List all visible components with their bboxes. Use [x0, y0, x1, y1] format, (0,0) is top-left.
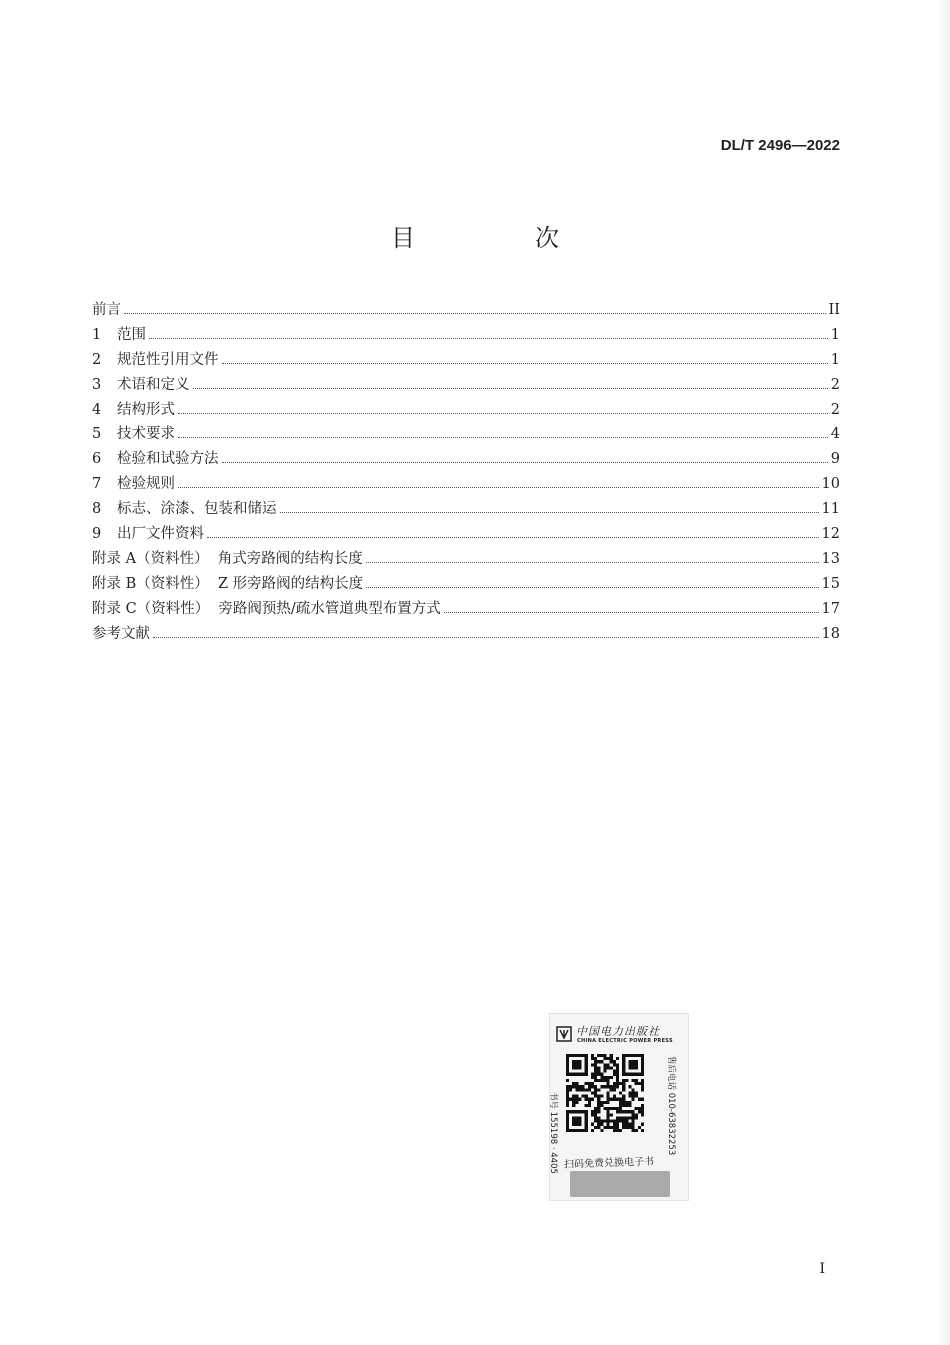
- toc-entry[interactable]: [92, 398, 840, 423]
- page-number: I: [819, 1261, 825, 1277]
- toc-entry-label: 技术要求: [117, 426, 175, 443]
- toc-leader-dots: [222, 363, 828, 364]
- toc-entry-label: 范围: [117, 326, 146, 343]
- toc-entry[interactable]: [92, 447, 840, 472]
- page-edge-shadow: [936, 0, 950, 1345]
- toc-entry-number: 2: [92, 351, 102, 368]
- toc-leader-dots: [149, 338, 828, 339]
- toc-entry-label: 检验规则: [117, 476, 175, 493]
- toc-entry-number: 6: [92, 451, 102, 468]
- toc-entry[interactable]: [92, 622, 840, 647]
- toc-entry-label: 结构形式: [117, 401, 175, 418]
- toc-entry[interactable]: [92, 422, 840, 447]
- toc-entry-page: 1: [830, 351, 840, 368]
- toc-entry-number: 9: [92, 526, 102, 543]
- scratch-off-area[interactable]: [570, 1171, 670, 1197]
- toc-entry-page: 13: [821, 550, 840, 567]
- book-number: 书号 155198 · 4405: [548, 1092, 558, 1174]
- toc-entry[interactable]: [92, 547, 840, 572]
- toc-entry-page: 4: [830, 426, 840, 443]
- toc-entry-number: 5: [92, 426, 102, 443]
- service-phone: 售后电话 010-63832253: [666, 1056, 676, 1156]
- toc-entry-number: 3: [92, 376, 102, 393]
- toc-entry-page: 12: [821, 526, 840, 543]
- toc-entry[interactable]: [92, 597, 840, 622]
- toc-entry[interactable]: [92, 323, 840, 348]
- toc-leader-dots: [222, 462, 828, 463]
- toc-entry-label: 附录 B（资料性） Z 形旁路阀的结构长度: [92, 575, 364, 592]
- toc-entry-number: 1: [92, 326, 102, 343]
- toc-entry-label: 附录 A（资料性） 角式旁路阀的结构长度: [92, 550, 363, 567]
- toc-leader-dots: [124, 313, 826, 314]
- toc-leader-dots: [366, 587, 818, 588]
- toc-entry-page: 1: [830, 326, 840, 343]
- toc-leader-dots: [153, 637, 819, 638]
- toc-entry-page: 11: [821, 501, 840, 518]
- toc-entry-number: 7: [92, 476, 102, 493]
- toc-entry-page: II: [828, 302, 840, 318]
- toc-entry-label: 规范性引用文件: [117, 351, 219, 368]
- toc-entry-label: 参考文献: [92, 625, 150, 642]
- toc-leader-dots: [280, 512, 819, 513]
- toc-entry-label: 标志、涂漆、包装和储运: [117, 501, 277, 518]
- toc-entry[interactable]: [92, 522, 840, 547]
- standard-number: DL/T 2496—2022: [720, 137, 840, 154]
- qr-code-icon[interactable]: [566, 1054, 644, 1132]
- toc-leader-dots: [444, 612, 819, 613]
- table-of-contents: [92, 298, 840, 646]
- toc-entry-page: 10: [821, 476, 840, 493]
- toc-entry[interactable]: [92, 298, 840, 323]
- toc-entry-page: 2: [830, 401, 840, 418]
- toc-entry-number: 8: [92, 501, 102, 518]
- toc-entry[interactable]: [92, 572, 840, 597]
- toc-entry-label: 检验和试验方法: [117, 451, 219, 468]
- toc-leader-dots: [178, 487, 819, 488]
- toc-entry-page: 9: [830, 451, 840, 468]
- publisher-logo-icon: [556, 1026, 572, 1042]
- qr-code-card: [549, 1013, 689, 1201]
- publisher-name: 中国电力出版社: [576, 1025, 660, 1038]
- toc-entry[interactable]: [92, 373, 840, 398]
- toc-entry-page: 2: [830, 376, 840, 393]
- toc-leader-dots: [207, 537, 819, 538]
- toc-entry[interactable]: [92, 472, 840, 497]
- toc-leader-dots: [193, 388, 828, 389]
- toc-entry-label: 出厂文件资料: [117, 526, 204, 543]
- publisher-name-english: CHINA ELECTRIC POWER PRESS: [577, 1038, 673, 1044]
- toc-leader-dots: [178, 437, 828, 438]
- toc-entry-label: 术语和定义: [117, 376, 190, 393]
- toc-entry-label: 附录 C（资料性） 旁路阀预热/疏水管道典型布置方式: [92, 600, 441, 617]
- toc-leader-dots: [178, 413, 828, 414]
- toc-entry-page: 17: [821, 600, 840, 617]
- toc-leader-dots: [366, 562, 819, 563]
- toc-entry[interactable]: [92, 348, 840, 373]
- toc-title: 目 次: [391, 224, 607, 252]
- toc-entry-page: 15: [821, 575, 840, 592]
- toc-entry-label: 前言: [92, 302, 121, 318]
- qr-caption: 扫码免费兑换电子书: [563, 1156, 655, 1171]
- toc-entry-number: 4: [92, 401, 102, 418]
- toc-entry-page: 18: [821, 625, 840, 642]
- toc-entry[interactable]: [92, 497, 840, 522]
